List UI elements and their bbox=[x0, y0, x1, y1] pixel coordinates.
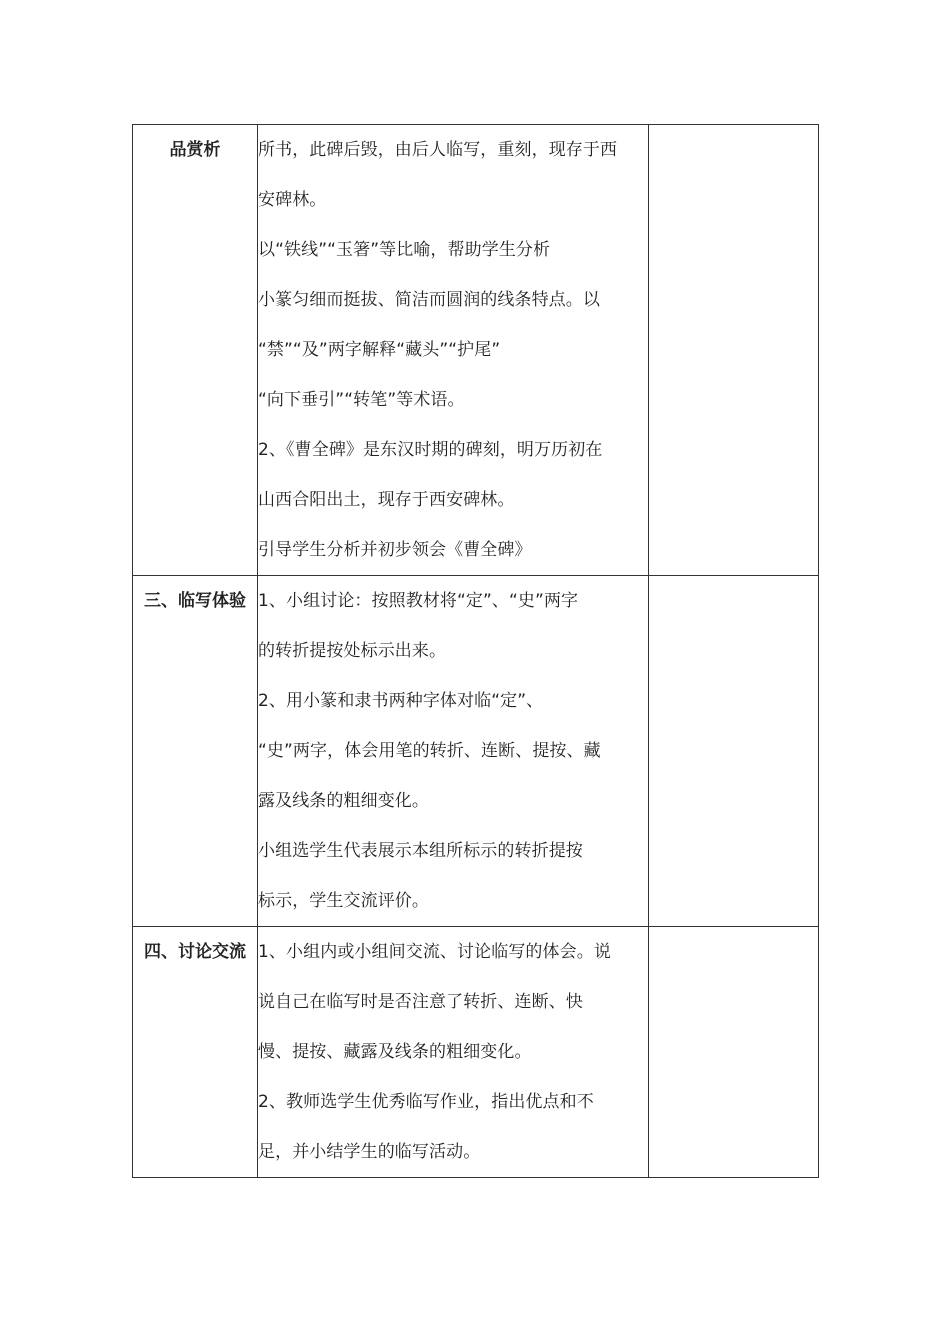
content-line: “向下垂引”“转笔”等术语。 bbox=[258, 390, 465, 410]
stage-label: 三、临写体验 bbox=[144, 591, 246, 611]
content-line: 小组选学生代表展示本组所标示的转折提按 bbox=[258, 841, 583, 861]
content-line: 2、教师选学生优秀临写作业，指出优点和不 bbox=[258, 1092, 594, 1112]
content-line: 以“铁线”“玉箸”等比喻，帮助学生分析 bbox=[258, 240, 551, 260]
content-line: 小篆匀细而挺拔、简洁而圆润的线条特点。以 bbox=[258, 290, 600, 310]
table-row bbox=[133, 125, 819, 576]
content-line: 1、小组讨论：按照教材将“定”、“史”两字 bbox=[258, 591, 579, 611]
content-line: 1、小组内或小组间交流、讨论临写的体会。说 bbox=[258, 942, 611, 962]
stage-label: 四、讨论交流 bbox=[144, 942, 246, 962]
content-line: 2、用小篆和隶书两种字体对临“定”、 bbox=[258, 691, 544, 711]
stage-cell bbox=[133, 576, 258, 927]
stage-cell bbox=[133, 927, 258, 1178]
content-line: 2、《曹全碑》是东汉时期的碑刻，明万历初在 bbox=[258, 440, 603, 460]
content-cell bbox=[258, 125, 649, 576]
content-line: 标示，学生交流评价。 bbox=[258, 891, 429, 911]
table-row bbox=[133, 927, 819, 1178]
content-line: 山西合阳出土，现存于西安碑林。 bbox=[258, 490, 515, 510]
table-row bbox=[133, 576, 819, 927]
content-cell bbox=[258, 927, 649, 1178]
notes-cell bbox=[649, 927, 819, 1178]
lesson-plan-table bbox=[132, 124, 819, 1178]
content-line: 所书，此碑后毁，由后人临写，重刻，现存于西 bbox=[258, 140, 618, 160]
notes-cell bbox=[649, 576, 819, 927]
content-line: 足，并小结学生的临写活动。 bbox=[258, 1142, 481, 1162]
stage-label: 品赏析 bbox=[169, 140, 221, 160]
content-line: 安碑林。 bbox=[258, 190, 327, 210]
content-line: 说自己在临写时是否注意了转折、连断、快 bbox=[258, 992, 583, 1012]
content-line: 慢、提按、藏露及线条的粗细变化。 bbox=[258, 1042, 532, 1062]
content-line: 的转折提按处标示出来。 bbox=[258, 641, 447, 661]
notes-cell bbox=[649, 125, 819, 576]
content-line: 引导学生分析并初步领会《曹全碑》 bbox=[258, 540, 532, 560]
content-line: “史”两字，体会用笔的转折、连断、提按、藏 bbox=[258, 741, 601, 761]
content-line: “禁”“及”两字解释“藏头”“护尾” bbox=[258, 340, 501, 360]
content-cell bbox=[258, 576, 649, 927]
content-line: 露及线条的粗细变化。 bbox=[258, 791, 429, 811]
stage-cell bbox=[133, 125, 258, 576]
